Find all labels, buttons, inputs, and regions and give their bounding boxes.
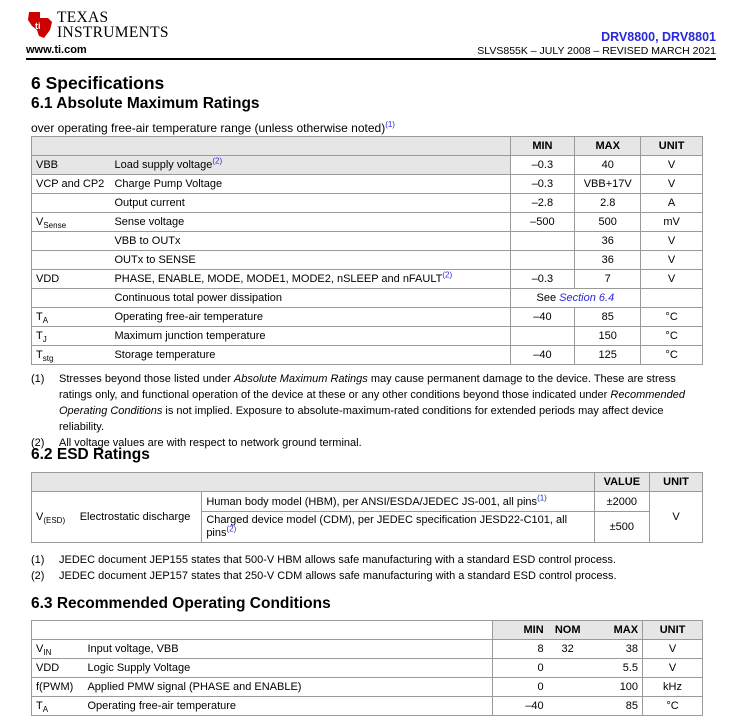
esd-cdm	[202, 512, 594, 543]
ti-logo-icon	[26, 10, 54, 40]
table-row	[32, 640, 703, 659]
description-text: PHASE, ENABLE, MODE, MODE1, MODE2, nSLEEP and nFAULT	[114, 273, 443, 285]
param-symbol	[32, 697, 84, 716]
abs-note-1	[31, 371, 711, 435]
symbol-text: VBB	[36, 159, 59, 171]
symbol-text: VDD	[36, 662, 60, 674]
min-value: 8	[493, 640, 548, 659]
symbol-sub: A	[42, 316, 49, 326]
hbm-text: Human body model (HBM), per ANSI/ESDA/JEDEC JS-001, all pins	[206, 495, 538, 508]
note-italic: Recommended Operating Conditions	[59, 389, 685, 417]
param-symbol	[32, 156, 111, 175]
symbol-text: V	[36, 216, 44, 228]
note-label: (1)	[31, 373, 45, 385]
doc-number[interactable]: DRV8800, DRV8801	[601, 30, 716, 44]
max-value: 36	[575, 251, 641, 270]
esd-title: 6.2 ESD Ratings	[31, 446, 150, 463]
header-blank	[32, 473, 595, 492]
max-value: 36	[575, 232, 641, 251]
note-label: (2)	[31, 570, 45, 582]
logo-line2: INSTRUMENTS	[57, 24, 169, 41]
esd-notes	[31, 552, 711, 584]
header-blank	[110, 137, 510, 156]
max-value: 150	[575, 327, 641, 346]
section-title: 6 Specifications	[31, 73, 165, 93]
unit-value: V	[641, 270, 703, 289]
symbol-sub: stg	[42, 354, 54, 364]
abs-max-title: 6.1 Absolute Maximum Ratings	[31, 95, 260, 112]
esd-table	[31, 472, 703, 543]
header-blank	[32, 621, 84, 640]
param-description	[110, 156, 510, 175]
symbol-sub: IN	[43, 648, 52, 658]
note-text	[59, 371, 711, 435]
table-header-row	[32, 137, 703, 156]
note-part: is not implied. Exposure to absolute-maximum-rated conditions for extended periods may affect device reliability.	[59, 405, 664, 433]
symbol-text: V	[36, 643, 44, 655]
table-row	[32, 156, 703, 175]
unit-value: °C	[641, 346, 703, 365]
param-description	[110, 270, 510, 289]
symbol-text: T	[36, 700, 43, 712]
table-row	[32, 213, 703, 232]
esd-label: Electrostatic discharge	[76, 492, 202, 543]
table-row	[32, 308, 703, 327]
min-value: –0.3	[510, 156, 575, 175]
description-text: Output current	[114, 197, 185, 209]
symbol-sub: A	[42, 705, 49, 715]
table-row	[32, 659, 703, 678]
unit-value: °C	[643, 697, 703, 716]
param-symbol	[32, 308, 111, 327]
doc-revision: SLVS855K – JULY 2008 – REVISED MARCH 2021	[477, 45, 716, 57]
unit-value: V	[643, 640, 703, 659]
max-value: 100	[588, 678, 643, 697]
cdm-text: Charged device model (CDM), per JEDEC specification JESD22-C101, all pins	[206, 514, 568, 539]
symbol-text: T	[36, 349, 43, 361]
svg-text:ti: ti	[35, 21, 41, 31]
max-value: 85	[588, 697, 643, 716]
min-value: –500	[510, 213, 575, 232]
roc-table	[31, 620, 703, 716]
note-label: (2)	[31, 437, 45, 449]
table-row	[32, 289, 703, 308]
esd-cdm-value: ±500	[594, 512, 649, 543]
header-value: VALUE	[594, 473, 649, 492]
description-text: Maximum junction temperature	[114, 330, 266, 342]
description-text: Charge Pump Voltage	[114, 178, 223, 190]
description-text: OUTx to SENSE	[114, 254, 196, 266]
max-value: VBB+17V	[575, 175, 641, 194]
min-value: –0.3	[510, 175, 575, 194]
param-symbol	[32, 175, 111, 194]
abs-condition-text: over operating free-air temperature range (unless otherwise noted)	[31, 121, 386, 135]
max-value: 40	[575, 156, 641, 175]
unit-value: V	[641, 232, 703, 251]
ti-logo[interactable]	[26, 9, 169, 46]
unit-value: °C	[641, 308, 703, 327]
param-description	[110, 194, 510, 213]
table-row	[32, 270, 703, 289]
table-row	[32, 194, 703, 213]
min-value: –2.8	[510, 194, 575, 213]
param-description	[110, 175, 510, 194]
min-value: –40	[510, 346, 575, 365]
footnote-ref[interactable]: (2)	[212, 156, 223, 166]
param-symbol	[32, 232, 111, 251]
max-value: 38	[588, 640, 643, 659]
logo-line1: TEXAS	[57, 9, 109, 26]
table-row	[32, 327, 703, 346]
nom-value	[548, 659, 588, 678]
max-value: 500	[575, 213, 641, 232]
min-value: –40	[493, 697, 548, 716]
abs-condition	[31, 121, 395, 135]
logo-wordmark	[57, 10, 169, 40]
param-symbol	[32, 346, 111, 365]
param-description	[110, 346, 510, 365]
table-row	[32, 251, 703, 270]
note-italic: Absolute Maximum Ratings	[233, 373, 368, 385]
param-description	[110, 327, 510, 346]
abs-notes	[31, 371, 711, 451]
description-text: Sense voltage	[114, 216, 185, 228]
esd-hbm-value: ±2000	[594, 492, 649, 512]
symbol-text: V	[36, 511, 44, 523]
unit-value: kHz	[643, 678, 703, 697]
header-unit: UNIT	[643, 621, 703, 640]
symbol-text: T	[36, 311, 43, 323]
max-value: 5.5	[588, 659, 643, 678]
nom-value: 32	[548, 640, 588, 659]
header-rule	[26, 58, 716, 60]
note-part: Stresses beyond those listed under	[59, 373, 234, 385]
param-description: Logic Supply Voltage	[83, 659, 492, 678]
abs-max-table	[31, 136, 703, 365]
unit-value	[641, 289, 703, 308]
header-nom: NOM	[548, 621, 588, 640]
esd-hbm	[202, 492, 594, 512]
unit-value: °C	[641, 327, 703, 346]
footnote-ref[interactable]: (2)	[442, 270, 453, 280]
roc-title: 6.3 Recommended Operating Conditions	[31, 595, 331, 612]
min-value: –0.3	[510, 270, 575, 289]
min-value: –40	[510, 308, 575, 327]
param-symbol	[32, 678, 84, 697]
param-description	[110, 308, 510, 327]
symbol-text: T	[36, 330, 43, 342]
note-text: All voltage values are with respect to network ground terminal.	[59, 437, 362, 449]
param-description: Input voltage, VBB	[83, 640, 492, 659]
unit-value: V	[641, 156, 703, 175]
param-description: Continuous total power dissipation	[110, 289, 510, 308]
unit-value: V	[641, 251, 703, 270]
unit-value: V	[641, 175, 703, 194]
table-header-row	[32, 473, 703, 492]
max-value: 7	[575, 270, 641, 289]
table-row	[32, 492, 703, 512]
param-symbol	[32, 270, 111, 289]
unit-value: mV	[641, 213, 703, 232]
symbol-text: f(PWM)	[36, 681, 74, 693]
param-symbol	[32, 640, 84, 659]
page-header	[26, 8, 716, 58]
param-description: Operating free-air temperature	[83, 697, 492, 716]
table-row	[32, 678, 703, 697]
min-value: 0	[493, 678, 548, 697]
param-description	[110, 232, 510, 251]
hbm-ref[interactable]: (1)	[537, 492, 547, 502]
header-max: MAX	[575, 137, 641, 156]
cdm-ref[interactable]: (2)	[226, 524, 237, 534]
description-text: Load supply voltage	[114, 159, 213, 171]
table-row	[32, 346, 703, 365]
param-description: Applied PMW signal (PHASE and ENABLE)	[83, 678, 492, 697]
max-value: 2.8	[575, 194, 641, 213]
note-text: JEDEC document JEP157 states that 250-V CDM allows safe manufacturing with a standard ESD control process.	[59, 570, 617, 582]
section-link[interactable]: Section 6.4	[559, 292, 615, 304]
esd-note-1	[31, 552, 711, 568]
param-symbol	[32, 327, 111, 346]
table-row	[32, 232, 703, 251]
table-row	[32, 175, 703, 194]
description-text: VBB to OUTx	[114, 235, 181, 247]
param-description	[110, 251, 510, 270]
unit-value: V	[643, 659, 703, 678]
param-symbol	[32, 194, 111, 213]
param-symbol	[32, 659, 84, 678]
symbol-sub: Sense	[43, 221, 67, 231]
note-label: (1)	[31, 554, 45, 566]
max-value: 85	[575, 308, 641, 327]
abs-condition-ref[interactable]: (1)	[385, 120, 395, 129]
header-min: MIN	[510, 137, 575, 156]
min-value	[510, 327, 575, 346]
max-value: 125	[575, 346, 641, 365]
see-text: See	[536, 292, 557, 304]
symbol-sub: (ESD)	[43, 516, 66, 526]
symbol-text: VDD	[36, 273, 60, 285]
min-value: 0	[493, 659, 548, 678]
table-row	[32, 697, 703, 716]
header-max: MAX	[588, 621, 643, 640]
min-value	[510, 251, 575, 270]
note-text: JEDEC document JEP155 states that 500-V HBM allows safe manufacturing with a standard ESD control process.	[59, 554, 616, 566]
header-min: MIN	[493, 621, 548, 640]
esd-symbol	[32, 492, 76, 543]
header-blank	[32, 137, 111, 156]
nom-value	[548, 697, 588, 716]
param-symbol	[32, 251, 111, 270]
esd-note-2	[31, 568, 711, 584]
table-header-row	[32, 621, 703, 640]
see-section	[510, 289, 641, 308]
param-symbol	[32, 289, 111, 308]
symbol-sub: J	[42, 335, 47, 345]
header-blank	[83, 621, 492, 640]
param-symbol	[32, 213, 111, 232]
note-part: may cause permanent damage to the device. These are stress ratings only, and functional operation of the device at these or any other conditions beyond those indicated under	[59, 373, 676, 401]
esd-unit: V	[649, 492, 702, 543]
symbol-text: VCP and CP2	[36, 178, 105, 190]
nom-value	[548, 678, 588, 697]
header-unit: UNIT	[649, 473, 702, 492]
unit-value: A	[641, 194, 703, 213]
param-description	[110, 213, 510, 232]
header-unit: UNIT	[641, 137, 703, 156]
site-url[interactable]: www.ti.com	[26, 44, 87, 56]
description-text: Operating free-air temperature	[114, 311, 264, 323]
description-text: Storage temperature	[114, 349, 216, 361]
min-value	[510, 232, 575, 251]
